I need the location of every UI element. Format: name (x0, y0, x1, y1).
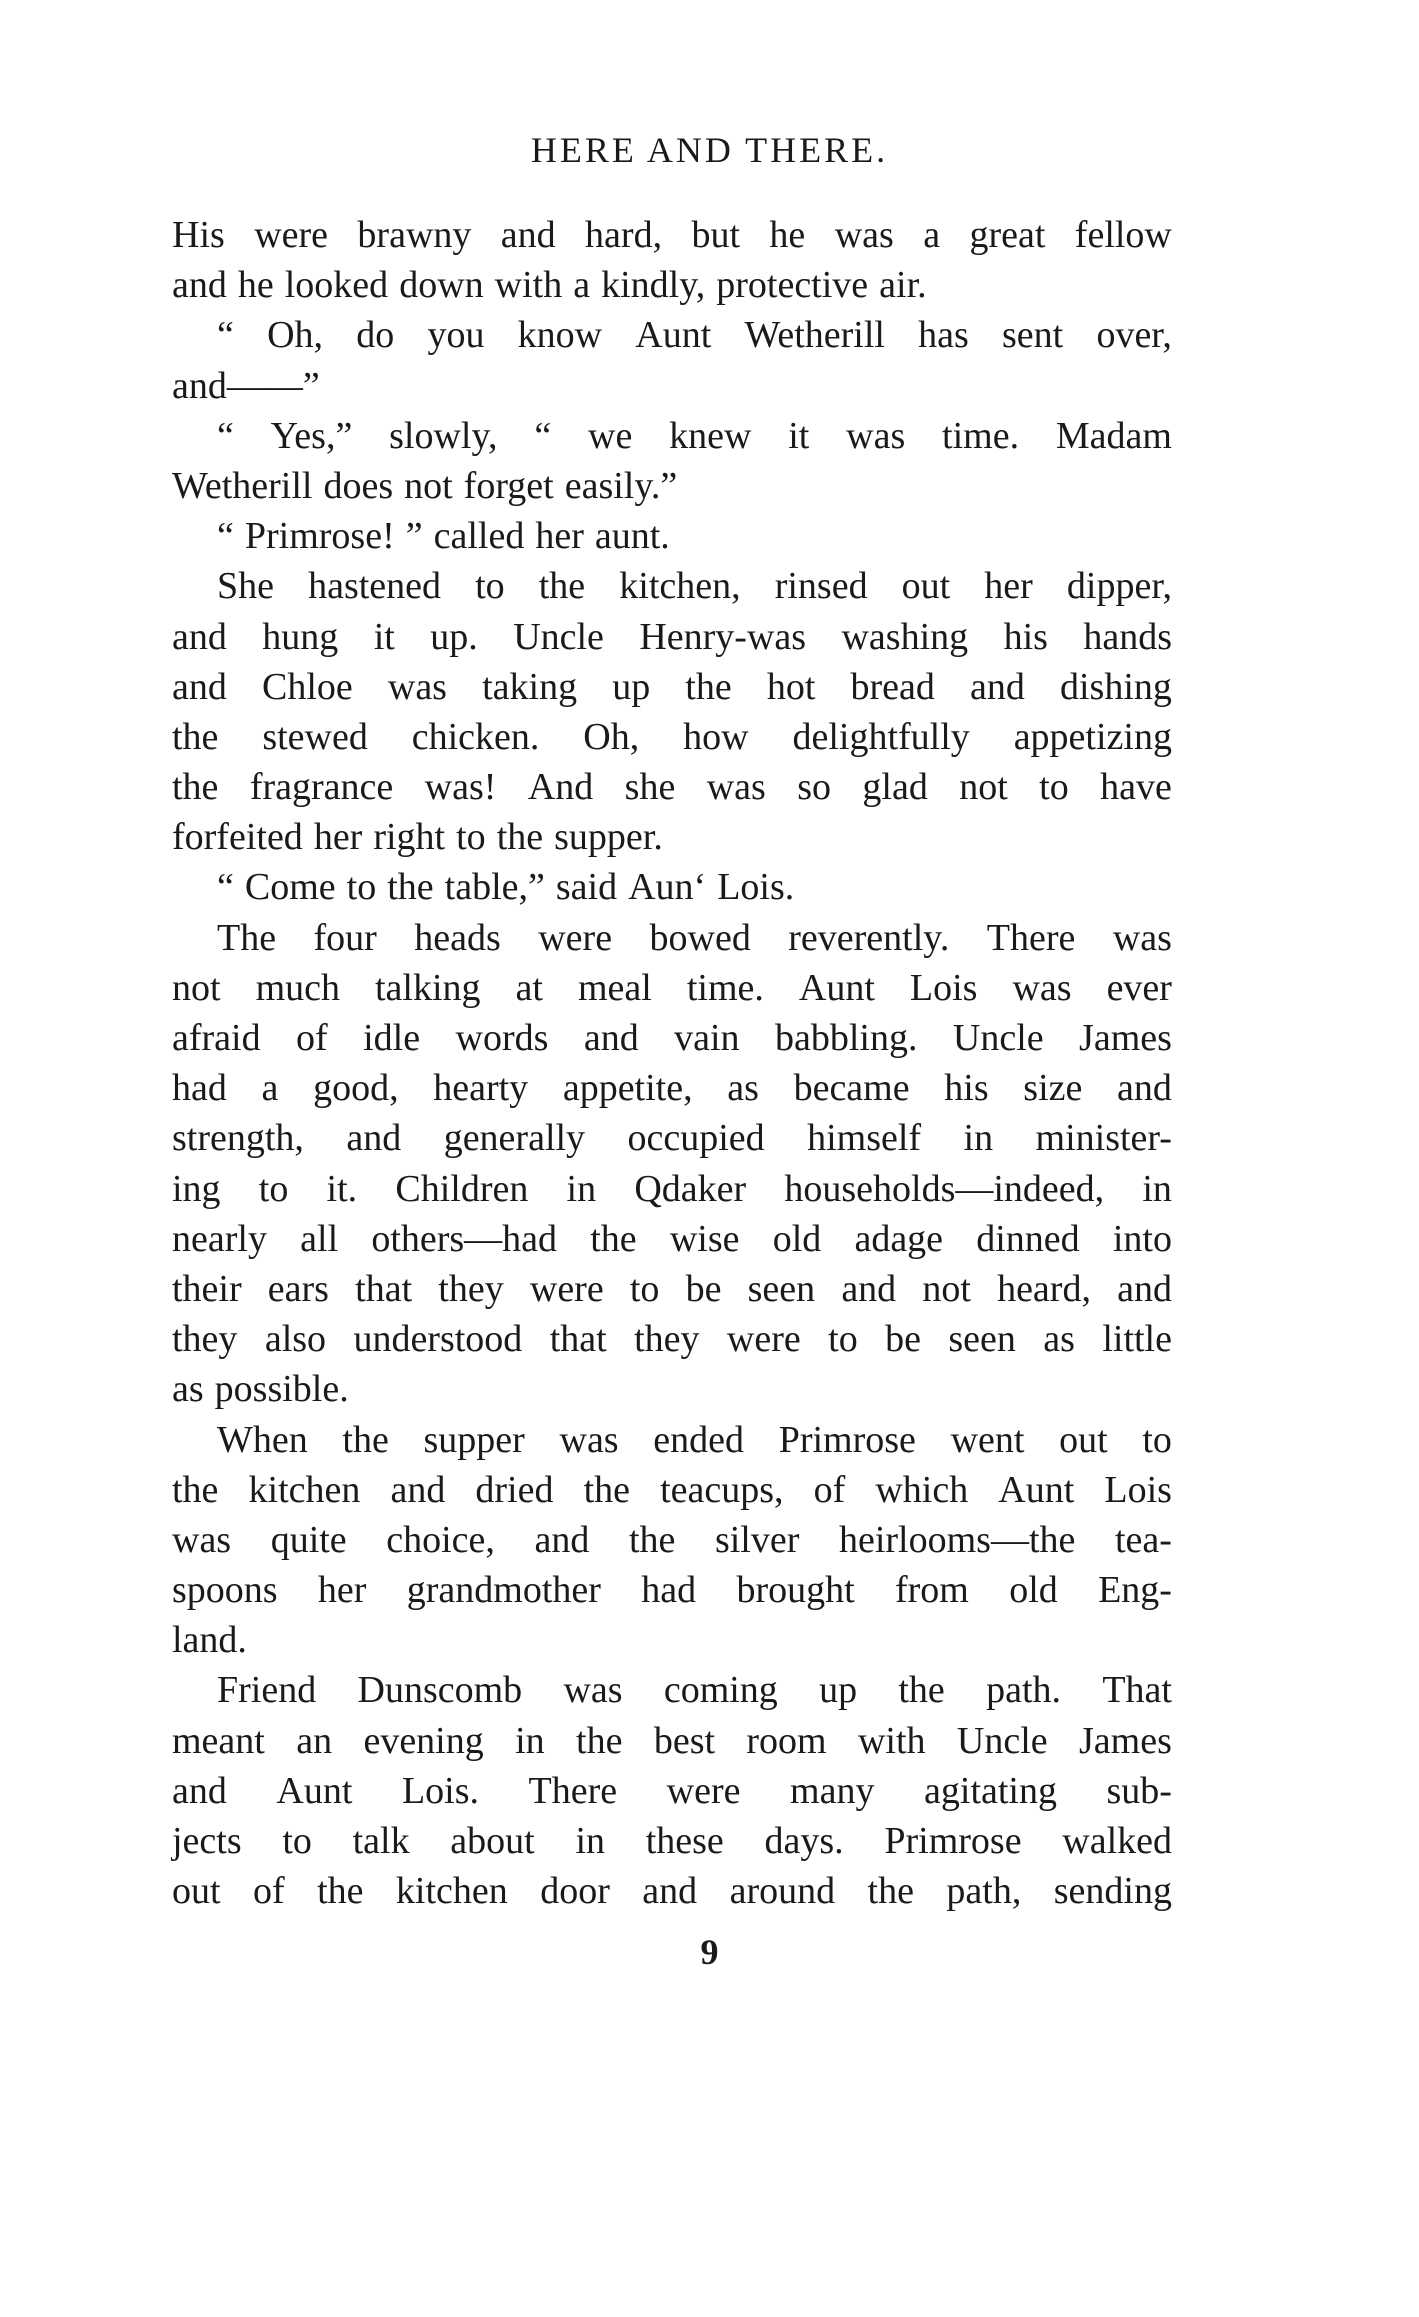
text-line: the stewed chicken. Oh, how delightfully appetizing (172, 715, 1172, 758)
text-line: strength, and generally occupied himself in minister- (172, 1117, 1172, 1160)
text-line: His were brawny and hard, but he was a great fellow (172, 214, 1172, 256)
text-line: ing to it. Children in Qdaker households—indeed, in (172, 1167, 1172, 1210)
running-head: HERE AND THERE. (530, 130, 889, 170)
text-line: and——” (172, 364, 320, 407)
text-line: they also understood that they were to be seen as little (172, 1318, 1172, 1361)
text-line: had a good, hearty appetite, as became his size and (172, 1067, 1172, 1110)
text-line: was quite choice, and the silver heirlooms—the tea- (172, 1518, 1172, 1561)
text-line: nearly all others—had the wise old adage dinned into (172, 1217, 1172, 1260)
text-line: and he looked down with a kindly, protective air. (172, 264, 927, 307)
text-line: and hung it up. Uncle Henry‐was washing his hands (172, 615, 1172, 658)
text-line: “ Oh, do you know Aunt Wetherill has sent over, (217, 314, 1172, 357)
text-line: not much talking at meal time. Aunt Lois was ever (172, 966, 1172, 1009)
page-number: 9 (700, 1932, 719, 1972)
text-line: meant an evening in the best room with Uncle James (172, 1719, 1172, 1762)
text-line: their ears that they were to be seen and not heard, and (172, 1267, 1172, 1310)
text-line: the fragrance was! And she was so glad not to have (172, 766, 1172, 809)
text-line: “ Primrose! ” called her aunt. (217, 515, 670, 558)
text-line: The four heads were bowed reverently. There was (217, 916, 1172, 959)
text-line: and Aunt Lois. There were many agitating sub- (172, 1769, 1172, 1812)
text-line: and Chloe was taking up the hot bread and dishing (172, 665, 1172, 708)
text-line: afraid of idle words and vain babbling. Uncle James (172, 1017, 1172, 1059)
text-line: as possible. (172, 1368, 349, 1411)
text-line: spoons her grandmother had brought from old Eng- (172, 1569, 1172, 1612)
text-line: “ Yes,” slowly, “ we knew it was time. Madam (217, 414, 1172, 457)
text-line: “ Come to the table,” said Aun‘ Lois. (217, 866, 795, 909)
text-line: land. (172, 1619, 247, 1662)
text-line: the kitchen and dried the teacups, of which Aunt Lois (172, 1468, 1172, 1511)
text-line: Friend Dunscomb was coming up the path. That (217, 1669, 1172, 1712)
text-line: She hastened to the kitchen, rinsed out her dipper, (217, 565, 1172, 608)
text-line: Wetherill does not forget easily.” (172, 464, 678, 507)
text-line: When the supper was ended Primrose went out to (217, 1418, 1172, 1461)
text-line: jects to talk about in these days. Primrose walked (172, 1820, 1172, 1862)
text-line: out of the kitchen door and around the path, sending (172, 1870, 1172, 1913)
body-text (172, 210, 1172, 1916)
text-line: forfeited her right to the supper. (172, 816, 663, 859)
